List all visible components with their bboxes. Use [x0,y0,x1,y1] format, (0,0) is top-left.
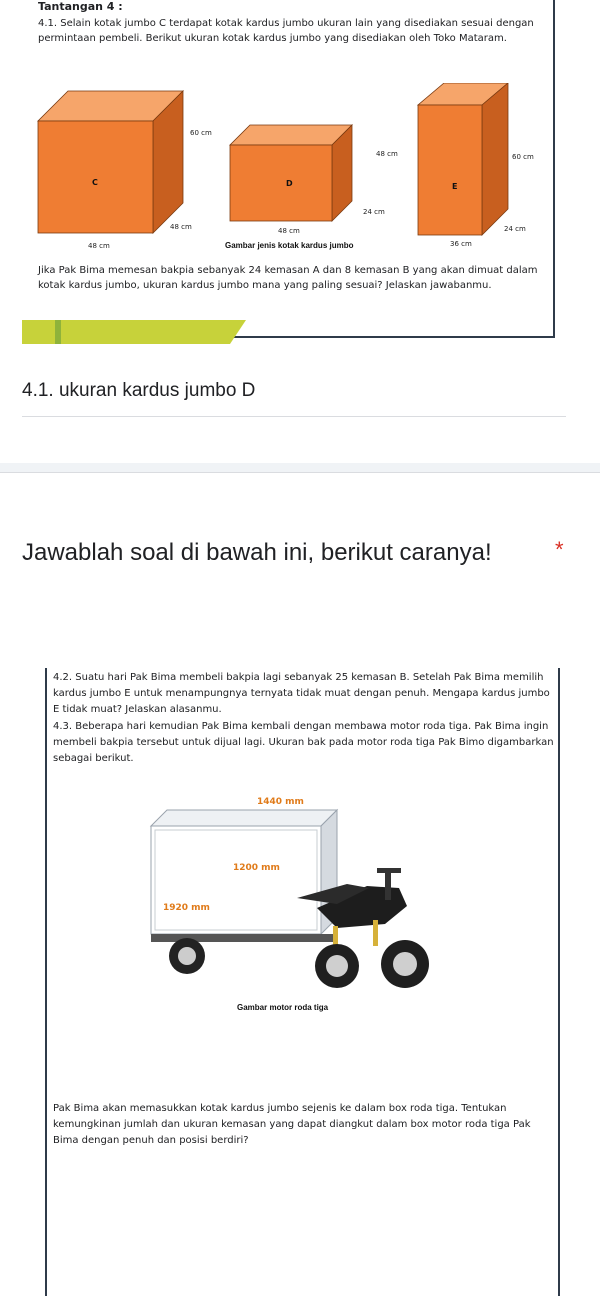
box-c [38,91,212,250]
dim-front: 1920 mm [163,903,210,913]
box-d-depth: 24 cm [363,208,385,216]
required-asterisk: * [555,537,564,562]
problem-4-3-text: 4.3. Beberapa hari kemudian Pak Bima kembali dengan membawa motor roda tiga. Pak Bima ingin membeli bakpia tersebut untuk dijual lagi. Ukuran bak pada motor roda tiga Pak Bimo digambarkan sebagai berikut. [53,721,554,764]
problem-final-text: Pak Bima akan memasukkan kotak kardus jumbo sejenis ke dalam box roda tiga. Tentukan kemungkinan jumlah dan ukuran kemasan yang dapat diangkut dalam box motor roda tiga Pak Bima dengan penuh dan posisi berdiri? [53,1103,531,1146]
motorcycle-illustration [137,788,457,1018]
question-divider [22,416,566,417]
box-e-label: E [452,182,458,191]
box-d [225,125,398,250]
dim-side: 1200 mm [233,863,280,873]
box-e [418,83,534,248]
box-e-height: 60 cm [512,153,534,161]
box-c-width: 48 cm [88,242,110,250]
box-d-label: D [286,179,293,188]
dim-top: 1440 mm [257,797,304,807]
box-d-width: 48 cm [278,227,300,235]
problem-question-text: Jika Pak Bima memesan bakpia sebanyak 24 kemasan A dan 8 kemasan B yang akan dimuat dalam kotak kardus jumbo, ukuran kardus jumbo mana yang paling sesuai? Jelaskan jawabanmu. [38,265,538,291]
box-e-width: 36 cm [450,240,472,248]
problem-image-2 [45,668,560,1296]
motorcycle-caption: Gambar motor roda tiga [237,1003,329,1012]
question-card-1 [0,0,600,463]
question-title: 4.1. ukuran kardus jumbo D [22,380,256,401]
box-d-height: 48 cm [376,150,398,158]
problem-4-2-text: 4.2. Suatu hari Pak Bima membeli bakpia lagi sebanyak 25 kemasan B. Setelah Pak Bima memilih kardus jumbo E untuk menampungnya ternyata tidak muat dengan penuh. Mengapa kardus jumbo E tidak muat? Jelaskan alasanmu. [53,672,550,715]
box-c-height: 60 cm [190,129,212,137]
box-figure-caption: Gambar jenis kotak kardus jumbo [225,241,354,250]
question-card-2 [0,472,600,1296]
box-c-depth: 48 cm [170,223,192,231]
box-c-label: C [92,178,98,187]
accent-ribbon [22,320,246,344]
challenge-title: Tantangan 4 : [38,0,123,13]
section-instruction: Jawablah soal di bawah ini, berikut caranya! [22,539,492,566]
problem-intro-text: 4.1. Selain kotak jumbo C terdapat kotak kardus jumbo ukuran lain yang disediakan sesuai dengan permintaan pembeli. Berikut ukuran kotak kardus jumbo yang disediakan oleh Toko Mataram. [38,18,534,44]
box-e-depth: 24 cm [504,225,526,233]
box-illustration [30,83,553,263]
problem-image-1 [30,0,555,338]
